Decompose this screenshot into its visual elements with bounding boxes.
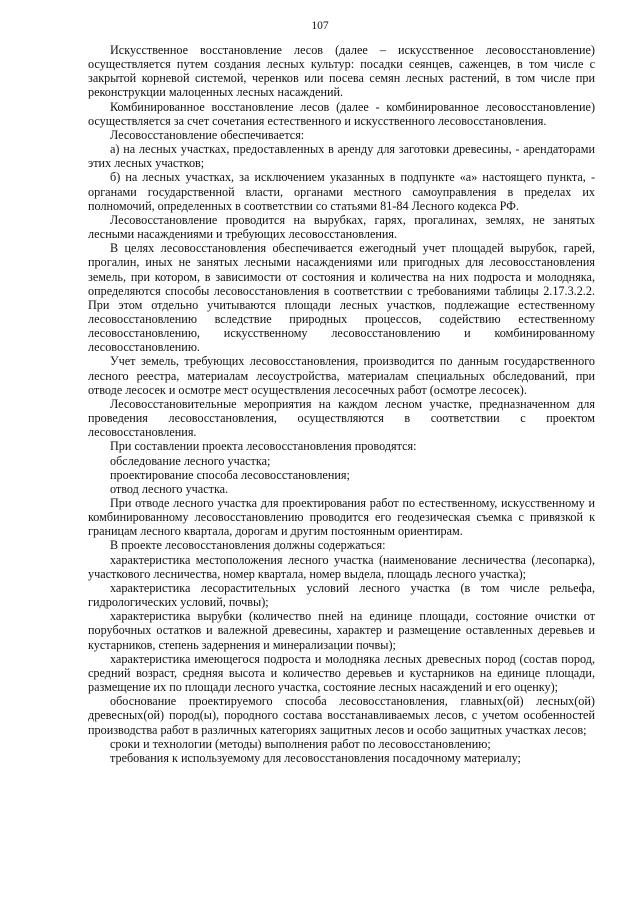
list-item-planting-material: требования к используемому для лесовосстановления посадочному материалу;	[110, 750, 521, 765]
paragraph-project-contents: В проекте лесовосстановления должны содержаться:	[110, 538, 386, 553]
list-item-undergrowth: характеристика имеющегося подроста и молодняка лесных древесных пород (состав пород, средний возраст, средняя высота и количество деревьев и кустарников на единице площади, размещение их по площади лесного участка, состояние лесных насаждений и его оценку);	[88, 651, 595, 695]
paragraph-geodetic-survey: При отводе лесного участка для проектирования работ по естественному, искусственному и комбинированному лесовосстановлению проводится его геодезическая съемка с привязкой к границам лесного квартала, дорогам и другим постоянным ориентирам.	[88, 496, 595, 539]
list-item-survey: обследование лесного участка;	[110, 453, 271, 468]
list-item-timing: сроки и технологии (методы) выполнения работ по лесовосстановлению;	[110, 736, 491, 751]
paragraph-artificial-reforestation: Искусственное восстановление лесов (далее – искусственное лесовосстановление) осуществляется путем создания лесных культур: посадки сеянцев, саженцев, в том числе с закрытой корневой системой, черенков или посева семян лесных растений, в том числе при реконструкции малоценных лесных насаждений.	[88, 43, 595, 100]
list-item-growing-conditions: характеристика лесорастительных условий лесного участка (в том числе рельефа, гидрологических условий, почвы);	[88, 580, 595, 610]
list-item-allocation: отвод лесного участка.	[110, 481, 229, 496]
paragraph-annual-accounting: В целях лесовосстановления обеспечивается ежегодный учет площадей вырубок, гарей, прогалин, иных не занятых лесными насаждениями или пригодных для лесовосстановления земель, при котором, в зависимости от состояния и количества на них подроста и молодняка, определяются способы лесовосстановления в соответствии с требованиями таблицы 2.17.3.2.2. При этом отдельно учитываются площади лесных участков, подлежащие естественному лесовосстановлению вследствие природных процессов, содействию естественному лесовосстановлению, искусственному лесовосстановлению и комбинированному лесовосстановлению.	[88, 241, 595, 355]
list-item-clearing: характеристика вырубки (количество пней на единице площади, состояние очистки от порубочных остатков и валежной древесины, характер и размещение оставленных деревьев и кустарников, степень задернения и минерализации почвы);	[88, 609, 595, 652]
list-item-justification: обоснование проектируемого способа лесовосстановления, главных(ой) лесных(ой) древесных(ой) пород(ы), породного состава восстанавливаемых лесов, с учетом особенностей производства работ в различных категориях защитных лесов и особо защитных участках лесов;	[88, 694, 595, 737]
paragraph-reforestation-locations: Лесовосстановление проводится на вырубках, гарях, прогалинах, землях, не занятых лесными насаждениями и требующих лесовосстановления.	[88, 212, 595, 242]
page-number: 107	[311, 20, 329, 32]
document-body	[88, 43, 595, 765]
list-item-location: характеристика местоположения лесного участка (наименование лесничества (лесопарка), участкового лесничества, номер квартала, номер выдела, площадь лесного участка);	[88, 552, 595, 581]
paragraph-measures-project: Лесовосстановительные мероприятия на каждом лесном участке, предназначенном для проведения лесовосстановления, осуществляются в соответствии с проектом лесовосстановления.	[88, 396, 595, 440]
paragraph-project-composition: При составлении проекта лесовосстановления проводятся:	[110, 439, 417, 454]
list-item-design: проектирование способа лесовосстановления;	[110, 467, 350, 482]
paragraph-land-accounting: Учет земель, требующих лесовосстановления, производится по данным государственного лесного реестра, материалам лесоустройства, материалам специальных обследований, при отводе лесосек и осмотре мест осуществления лесосечных работ (осмотре лесосек).	[88, 354, 595, 397]
paragraph-provided-by: Лесовосстановление обеспечивается:	[110, 127, 305, 142]
paragraph-item-b: б) на лесных участках, за исключением указанных в подпункте «а» настоящего пункта, - органами государственной власти, органами местного самоуправления в пределах их полномочий, определенных в соответствии со статьями 81-84 Лесного кодекса РФ.	[88, 170, 595, 213]
paragraph-item-a: а) на лесных участках, предоставленных в аренду для заготовки древесины, - арендаторами этих лесных участков;	[88, 142, 595, 171]
paragraph-combined-reforestation: Комбинированное восстановление лесов (далее - комбинированное лесовосстановление) осуществляется за счет сочетания естественного и искусственного лесовосстановления.	[88, 99, 595, 128]
